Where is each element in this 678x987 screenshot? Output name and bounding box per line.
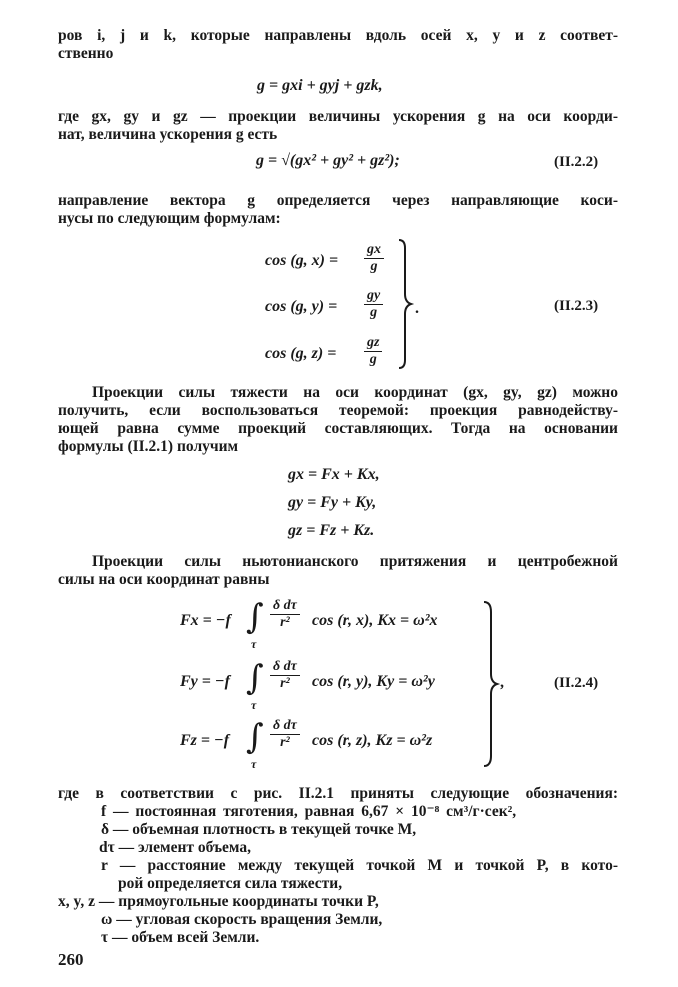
text-line-12: силы на оси координат равны xyxy=(58,571,270,588)
fraction-denominator: r² xyxy=(280,735,290,750)
text-line-2: ственно xyxy=(58,45,114,62)
formula-gz: gz = Fz + Kz. xyxy=(288,522,375,539)
formula-Fx-rhs: cos (r, x), Kx = ω²x xyxy=(312,612,438,629)
fraction-numerator: gy xyxy=(364,288,383,305)
text-line-13: где в соответствии с рис. II.2.1 приняты следующие обозначения: xyxy=(58,785,618,802)
formula-magnitude-g: g = √(gx² + gy² + gz²); xyxy=(256,152,400,169)
definition-tau: τ — объем всей Земли. xyxy=(101,929,260,946)
fraction-numerator: δ dτ xyxy=(270,598,300,615)
integral-limit: τ xyxy=(251,637,257,651)
equation-number-II-2-2: (II.2.2) xyxy=(554,154,599,170)
definition-omega: ω — угловая скорость вращения Земли, xyxy=(101,911,383,928)
text-line-9: ющей равна сумме проекций составляющих. Тогда на основании xyxy=(58,420,618,437)
formula-Fz-lhs: Fz = −f xyxy=(180,732,230,749)
text-line-3: где gx, gy и gz — проекции величины ускорения g на оси коорди- xyxy=(58,108,618,125)
integral-sign-icon: ∫ xyxy=(246,658,264,698)
definition-delta: δ — объемная плотность в текущей точке M, xyxy=(101,821,417,838)
brace-comma: , xyxy=(500,674,504,691)
formula-cos-y-lhs: cos (g, y) = xyxy=(265,298,338,315)
text-line-8: получить, если воспользоваться теоремой: проекция равнодейству- xyxy=(58,402,618,419)
fraction-gy-over-g xyxy=(364,288,383,321)
formula-cos-x-lhs: cos (g, x) = xyxy=(265,252,339,269)
equation-number-II-2-3: (II.2.3) xyxy=(554,298,599,314)
text-line-11: Проекции силы ньютонианского притяжения и центробежной xyxy=(92,553,618,570)
integral-sign-icon: ∫ xyxy=(246,717,264,757)
fraction-numerator: δ dτ xyxy=(270,718,300,735)
integral-sign-icon: ∫ xyxy=(246,597,264,637)
fraction-denominator: r² xyxy=(280,676,290,691)
text-line-1: ров i, j и k, которые направлены вдоль осей x, y и z соответ- xyxy=(58,27,618,44)
equation-number-II-2-4: (II.2.4) xyxy=(554,675,599,691)
brace-period: . xyxy=(415,300,419,317)
fraction-denominator: r² xyxy=(280,615,290,630)
fraction-denominator: g xyxy=(370,305,378,320)
fraction-denominator: g xyxy=(369,352,377,367)
fraction-numerator: δ dτ xyxy=(270,659,300,676)
definition-xyz: x, y, z — прямоугольные координаты точки P, xyxy=(58,893,379,910)
definition-r-cont: рой определяется сила тяжести, xyxy=(118,875,343,892)
formula-Fx-lhs: Fx = −f xyxy=(180,612,231,629)
fraction-delta-dtau-over-r2 xyxy=(270,659,300,692)
formula-Fz-rhs: cos (r, z), Kz = ω²z xyxy=(312,732,433,749)
formula-gx: gx = Fx + Kx, xyxy=(288,466,380,483)
formula-Fy-lhs: Fy = −f xyxy=(180,673,230,690)
text-line-6: нусы по следующим формулам: xyxy=(58,210,281,227)
fraction-numerator: gx xyxy=(364,242,384,259)
text-line-4: нат, величина ускорения g есть xyxy=(58,126,278,143)
fraction-gx-over-g xyxy=(364,242,384,275)
text-line-5: направление вектора g определяется через направляющие коси- xyxy=(58,192,618,209)
fraction-gz-over-g xyxy=(364,335,382,368)
page-number: 260 xyxy=(58,950,84,969)
text-line-10: формулы (II.2.1) получим xyxy=(58,438,239,455)
definition-r: r — расстояние между текущей точкой M и точкой P, в кото- xyxy=(101,857,618,874)
formula-vector-g: g = gxi + gyj + gzk, xyxy=(257,77,383,94)
text-line-7: Проекции силы тяжести на оси координат (gx, gy, gz) можно xyxy=(92,384,618,401)
fraction-denominator: g xyxy=(370,259,378,274)
fraction-delta-dtau-over-r2 xyxy=(270,718,300,751)
formula-Fy-rhs: cos (r, y), Ky = ω²y xyxy=(312,673,435,690)
definition-dtau: dτ — элемент объема, xyxy=(99,839,251,856)
formula-gy: gy = Fy + Ky, xyxy=(288,494,377,511)
fraction-numerator: gz xyxy=(364,335,382,352)
integral-limit: τ xyxy=(251,757,257,771)
formula-cos-z-lhs: cos (g, z) = xyxy=(265,345,337,362)
integral-limit: τ xyxy=(251,698,257,712)
fraction-delta-dtau-over-r2 xyxy=(270,598,300,631)
definition-f: f — постоянная тяготения, равная 6,67 × 10⁻⁸ см³/г·сек², xyxy=(101,803,517,820)
